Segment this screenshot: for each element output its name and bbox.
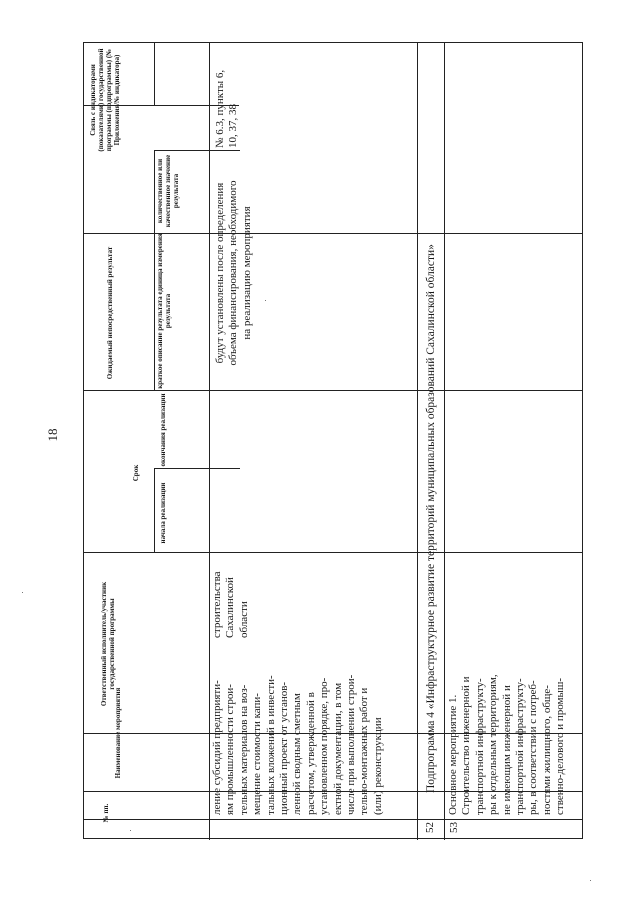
name-line: ектной документации, в том: [331, 682, 344, 815]
name-line: Основное мероприятие 1.: [447, 694, 459, 815]
header-responsible: Ответственный исполнитель/участник государственной программы: [100, 581, 117, 707]
divider: [84, 819, 582, 820]
responsible-line: Сахалинской: [224, 577, 237, 638]
row-continuation-responsible: [211, 548, 251, 638]
divider: [154, 150, 155, 390]
responsible-line: строительства: [211, 571, 223, 638]
name-line: мещение стоимости капи-: [251, 693, 264, 815]
row-continuation-result: [214, 153, 254, 393]
name-line: тельных материалов на воз-: [237, 684, 250, 815]
section-title: Подпрограмма 4 «Инфраструктурное развитие территорий муниципальных образований Сахалинской области»: [425, 244, 437, 793]
scan-speck: [22, 592, 23, 593]
name-line: ям промышленности строи-: [224, 684, 237, 815]
row-name: [447, 635, 568, 815]
header-num: № пп.: [102, 803, 110, 823]
result-line: на реализацию мероприятия: [240, 206, 253, 340]
name-line: ственно-делового и промыш-: [554, 677, 567, 815]
name-line: не имеющим инженерной и: [500, 685, 513, 815]
scan-speck: [130, 830, 131, 831]
measures-table: [83, 42, 583, 839]
divider: [417, 43, 418, 840]
name-line: ционный проект от установ-: [278, 681, 291, 815]
header-result-desc: краткое описание результата единица измерения результата: [156, 233, 173, 389]
row-number: 52: [424, 822, 436, 833]
name-line: ленной сводным сметным: [291, 693, 304, 815]
divider: [84, 390, 582, 391]
header-link: Связь с индикаторами (показателями) государственной программы (подпрограммы) (№ Приложения/№ индикатора): [89, 48, 122, 152]
result-line: объема финансирования, необходимого: [227, 180, 240, 366]
header-result: Ожидаемый непосредственный результат: [106, 246, 114, 380]
name-line: ры к отдельным территориям,: [487, 674, 500, 815]
name-line: Строительство инженерной и: [460, 676, 473, 815]
name-line: ление субсидий предприяти-: [211, 680, 223, 815]
row-continuation-link: [214, 48, 241, 148]
divider: [154, 43, 155, 105]
divider: [444, 43, 445, 840]
scan-speck: [265, 300, 266, 301]
header-name: Наименование мероприятия: [114, 687, 122, 779]
link-line: № 6.3, пункты 6,: [214, 69, 226, 148]
name-line: тельно-монтажных работ и: [358, 687, 371, 815]
name-line: транспортной инфраструкту-: [514, 678, 527, 815]
name-line: (или) реконструкции: [371, 717, 384, 815]
divider: [84, 552, 582, 553]
header-result-value: количественное или качественное значение результата: [156, 154, 181, 228]
name-line: тальных вложений в инвести-: [264, 675, 277, 815]
divider: [154, 468, 155, 552]
name-line: ностями жилищного, обще-: [540, 685, 553, 815]
header-term-end: окончания реализации: [159, 393, 167, 467]
name-line: транспортной инфраструкту-: [473, 678, 486, 815]
name-line: ры, в соответствии с потреб-: [527, 680, 540, 815]
header-term: Срок: [132, 464, 140, 482]
row-number: 53: [448, 822, 460, 833]
divider: [209, 43, 210, 840]
responsible-line: области: [237, 601, 250, 638]
link-line: 10, 37, 38: [227, 104, 240, 148]
row-continuation-name: [211, 635, 385, 815]
result-line: будут установлены после определения: [214, 182, 226, 364]
divider: [154, 468, 240, 469]
name-line: числе при выполнении строи-: [345, 674, 358, 815]
header-term-start: начала реализации: [159, 482, 167, 544]
page-number: 18: [45, 428, 60, 442]
scan-speck: [590, 880, 591, 881]
name-line: установленном порядке, про-: [318, 677, 331, 815]
name-line: расчетом, утвержденной в: [304, 692, 317, 815]
